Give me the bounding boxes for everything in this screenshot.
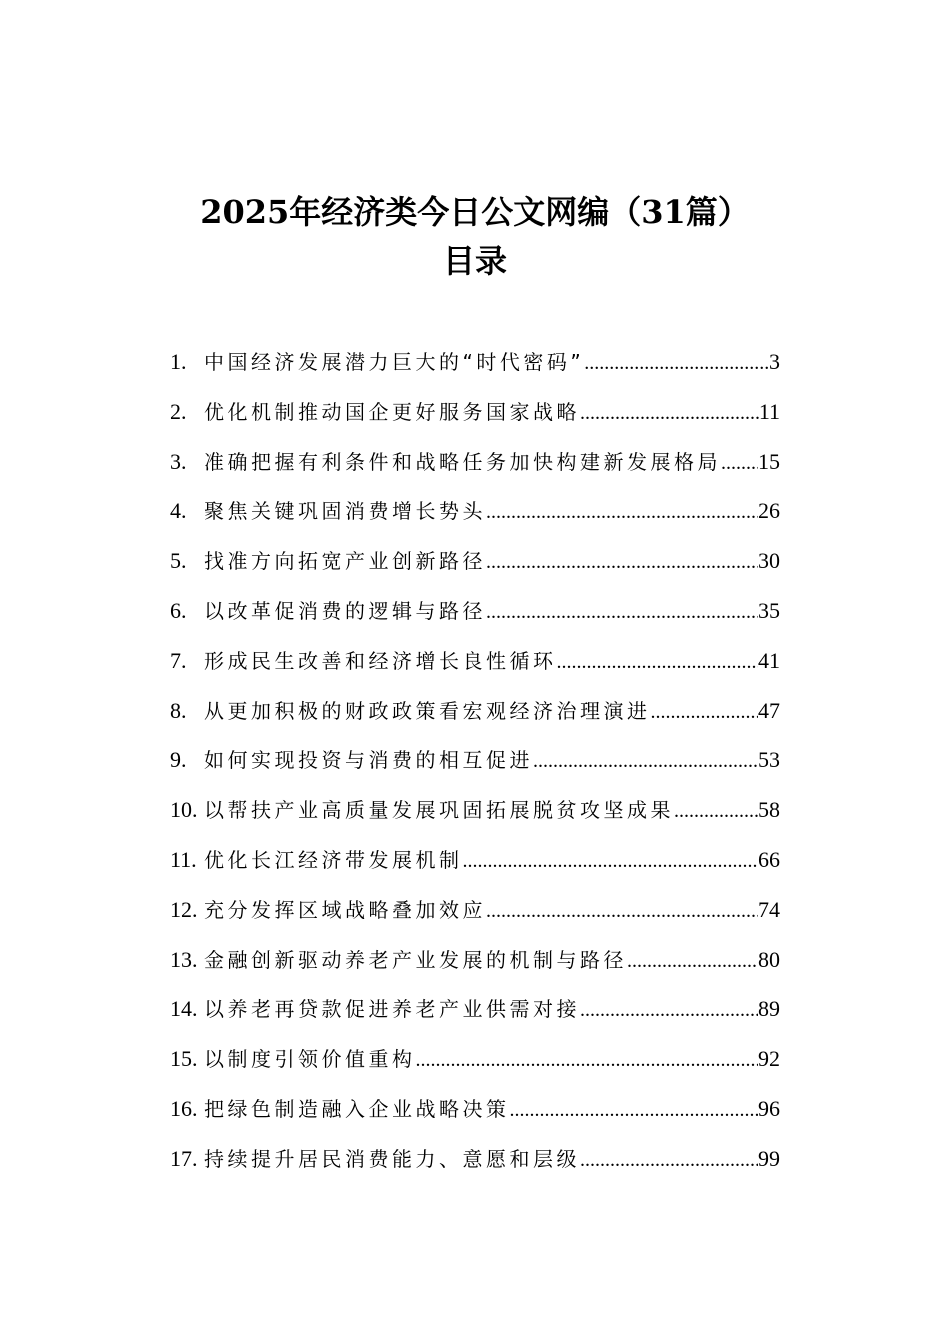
toc-entry-page: 11: [758, 398, 780, 424]
toc-entry-number: 11.: [170, 846, 197, 872]
toc-dot-leader: [533, 743, 758, 779]
toc-entry-title: 以帮扶产业高质量发展巩固拓展脱贫攻坚成果: [204, 798, 674, 823]
toc-entry-number: 3.: [170, 448, 187, 474]
toc-dot-leader: [463, 843, 759, 879]
toc-entry-number: 9.: [170, 747, 187, 773]
toc-entry-12[interactable]: [170, 892, 780, 942]
toc-entry-page: 53: [758, 747, 780, 773]
toc-entry-number: 8.: [170, 697, 187, 723]
toc-entry-7[interactable]: [170, 643, 780, 693]
toc-entry-title: 聚焦关键巩固消费增长势头: [204, 499, 486, 524]
toc-entry-page: 3: [769, 349, 780, 374]
toc-entry-title: 中国经济发展潜力巨大的“时代密码”: [204, 350, 585, 374]
toc-entry-8[interactable]: [170, 693, 780, 743]
toc-entry-number: 7.: [170, 647, 187, 673]
toc-dot-leader: [557, 644, 759, 680]
toc-entry-number: 6.: [170, 597, 187, 623]
toc-entry-page: 26: [758, 498, 780, 524]
toc-dot-leader: [486, 594, 758, 630]
toc-entry-number: 12.: [170, 896, 198, 922]
toc-entry-page: 47: [758, 697, 780, 723]
toc-entry-page: 89: [758, 996, 780, 1022]
toc-dot-leader: [580, 992, 758, 1028]
toc-entry-title: 以制度引领价值重构: [204, 1047, 416, 1072]
toc-entry-title: 把绿色制造融入企业战略决策: [204, 1096, 510, 1121]
toc-entry-title: 从更加积极的财政政策看宏观经济治理演进: [204, 698, 651, 723]
toc-dot-leader: [580, 1142, 758, 1178]
toc-entry-title: 优化机制推动国企更好服务国家战略: [204, 399, 580, 424]
toc-entry-title: 金融创新驱动养老产业发展的机制与路径: [204, 947, 627, 972]
toc-entry-6[interactable]: [170, 593, 780, 643]
toc-dot-leader: [580, 395, 759, 431]
toc-entry-page: 35: [758, 597, 780, 623]
document-title: 2025年经济类今日公文网编（31篇）: [200, 193, 750, 231]
toc-entry-14[interactable]: [170, 991, 780, 1041]
toc-entry-number: 4.: [170, 498, 187, 524]
toc-entry-page: 30: [758, 548, 780, 574]
toc-entry-number: 2.: [170, 398, 187, 424]
toc-dot-leader: [486, 893, 758, 929]
toc-entry-title: 以改革促消费的逻辑与路径: [204, 598, 486, 623]
toc-entry-1[interactable]: [170, 344, 780, 394]
toc-entry-page: 15: [758, 448, 780, 474]
table-of-contents: [170, 344, 780, 1191]
toc-entry-17[interactable]: [170, 1141, 780, 1191]
toc-entry-2[interactable]: [170, 394, 780, 444]
toc-entry-10[interactable]: [170, 792, 780, 842]
toc-dot-leader: [510, 1092, 759, 1128]
toc-dot-leader: [416, 1042, 759, 1078]
toc-entry-number: 5.: [170, 548, 187, 574]
toc-entry-number: 17.: [170, 1145, 198, 1171]
toc-entry-page: 99: [758, 1145, 780, 1171]
toc-entry-title: 形成民生改善和经济增长良性循环: [204, 648, 557, 673]
toc-dot-leader: [721, 445, 758, 481]
toc-entry-page: 66: [758, 846, 780, 872]
toc-entry-title: 如何实现投资与消费的相互促进: [204, 748, 533, 773]
toc-entry-5[interactable]: [170, 543, 780, 593]
toc-entry-title: 找准方向拓宽产业创新路径: [204, 549, 486, 574]
toc-entry-9[interactable]: [170, 742, 780, 792]
toc-dot-leader: [674, 793, 758, 829]
toc-entry-number: 13.: [170, 946, 198, 972]
toc-dot-leader: [651, 694, 759, 730]
toc-entry-title: 以养老再贷款促进养老产业供需对接: [204, 997, 580, 1022]
toc-entry-page: 58: [758, 797, 780, 823]
toc-entry-title: 充分发挥区域战略叠加效应: [204, 897, 486, 922]
toc-entry-page: 92: [758, 1046, 780, 1072]
toc-dot-leader: [584, 345, 769, 381]
toc-entry-16[interactable]: [170, 1091, 780, 1141]
toc-dot-leader: [627, 943, 758, 979]
toc-entry-4[interactable]: [170, 493, 780, 543]
toc-entry-3[interactable]: [170, 444, 780, 494]
toc-entry-title: 优化长江经济带发展机制: [204, 847, 463, 872]
toc-heading: 目录: [442, 242, 507, 280]
toc-entry-11[interactable]: [170, 842, 780, 892]
toc-entry-page: 80: [758, 946, 780, 972]
toc-entry-title: 准确把握有利条件和战略任务加快构建新发展格局: [204, 449, 721, 474]
toc-entry-page: 74: [758, 896, 780, 922]
toc-entry-page: 96: [758, 1095, 780, 1121]
toc-entry-page: 41: [758, 647, 780, 673]
toc-entry-number: 15.: [170, 1046, 198, 1072]
toc-entry-15[interactable]: [170, 1041, 780, 1091]
toc-entry-13[interactable]: [170, 942, 780, 992]
toc-dot-leader: [486, 544, 758, 580]
toc-entry-number: 14.: [170, 996, 198, 1022]
toc-entry-title: 持续提升居民消费能力、意愿和层级: [204, 1146, 580, 1171]
toc-dot-leader: [486, 494, 758, 530]
toc-entry-number: 16.: [170, 1095, 198, 1121]
toc-entry-number: 10.: [170, 797, 198, 823]
toc-entry-number: 1.: [170, 349, 187, 374]
